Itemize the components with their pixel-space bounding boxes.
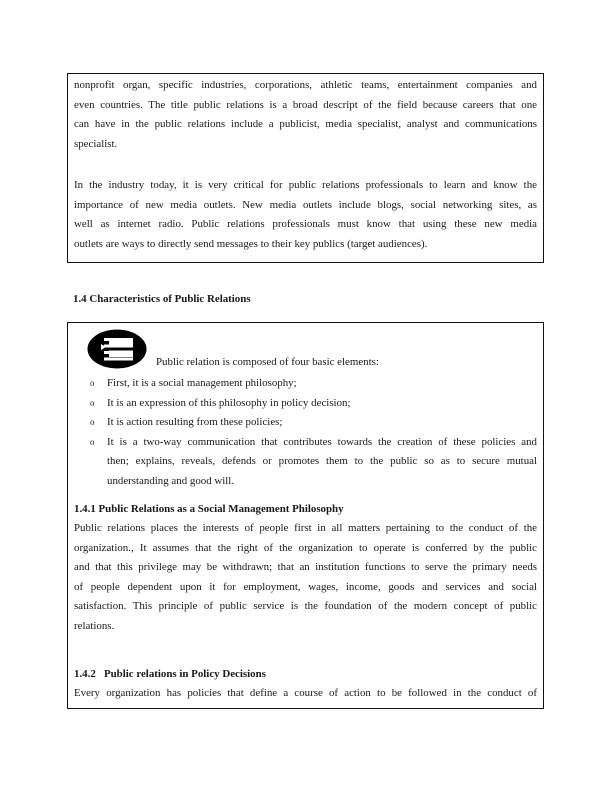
text-line: nonprofit organ, specific industries, corporations, athletic teams, entertainment companies and xyxy=(74,79,537,91)
subsection-heading-1-4-2: 1.4.2 Public relations in Policy Decisions xyxy=(74,668,266,680)
text-line: of people dependent upon it for employment, wages, income, goods and services and social xyxy=(74,580,537,593)
text-line: understanding and good will. xyxy=(107,474,235,487)
text-line: In the industry today, it is very critical for public relations professionals to learn and know the xyxy=(74,179,537,191)
text-line: It is an expression of this philosophy in policy decision; xyxy=(107,396,351,409)
list-item xyxy=(88,413,537,433)
paragraph-policy-decisions xyxy=(74,684,537,704)
list-item xyxy=(88,433,537,492)
bullet-marker: o xyxy=(90,397,95,408)
text-line: then; explains, reveals, defends or promotes them to the public so as to secure mutual xyxy=(107,455,537,467)
text-line: even countries. The title public relations is a broad descript of the field because careers that one xyxy=(74,98,537,111)
subsection-heading-1-4-1: 1.4.1 Public Relations as a Social Management Philosophy xyxy=(74,503,344,515)
bullet-marker: o xyxy=(90,436,95,447)
list-item xyxy=(88,374,537,394)
intro-text: Public relation is composed of four basic elements: xyxy=(156,356,379,368)
text-line: satisfaction. This principle of public service is the foundation of the modern concept of public xyxy=(74,600,537,612)
text-line: It is a two-way communication that contributes towards the creation of these policies and xyxy=(107,435,537,448)
list-item xyxy=(88,394,537,414)
text-line: specialist. xyxy=(74,137,118,150)
list-icon xyxy=(87,329,147,369)
paragraph-new-media xyxy=(74,176,537,254)
text-line: First, it is a social management philosophy; xyxy=(107,377,297,389)
text-line: outlets are ways to directly send messages to their key publics (target audiences). xyxy=(74,237,428,250)
text-line: organization., It assumes that the right of the organization to operate is conferred by the public xyxy=(74,541,537,554)
text-line: can have in the public relations include a publicist, media specialist, analyst and communications xyxy=(74,118,537,130)
text-line: well as internet radio. Public relations professionals must know that using these new media xyxy=(74,218,537,230)
paragraph-pr-careers xyxy=(74,76,537,154)
text-line: importance of new media outlets. New media outlets include blogs, social networking sites, as xyxy=(74,198,537,211)
bullet-marker: o xyxy=(90,417,95,427)
bullet-list xyxy=(88,374,537,491)
paragraph-social-management xyxy=(74,519,537,636)
text-line: It is action resulting from these policies; xyxy=(107,416,283,428)
text-box-intro xyxy=(67,73,544,263)
bullet-marker: o xyxy=(90,378,95,388)
text-line: relations. xyxy=(74,619,115,632)
text-box-characteristics xyxy=(67,322,544,709)
section-heading: 1.4 Characteristics of Public Relations xyxy=(73,293,251,305)
text-line: Every organization has policies that define a course of action to be followed in the conduct of xyxy=(74,687,537,699)
text-line: Public relations places the interests of people first in all matters pertaining to the conduct of the xyxy=(74,522,537,534)
text-line: and that this privilege may be withdrawn; that an institution functions to serve the primary needs xyxy=(74,561,537,573)
